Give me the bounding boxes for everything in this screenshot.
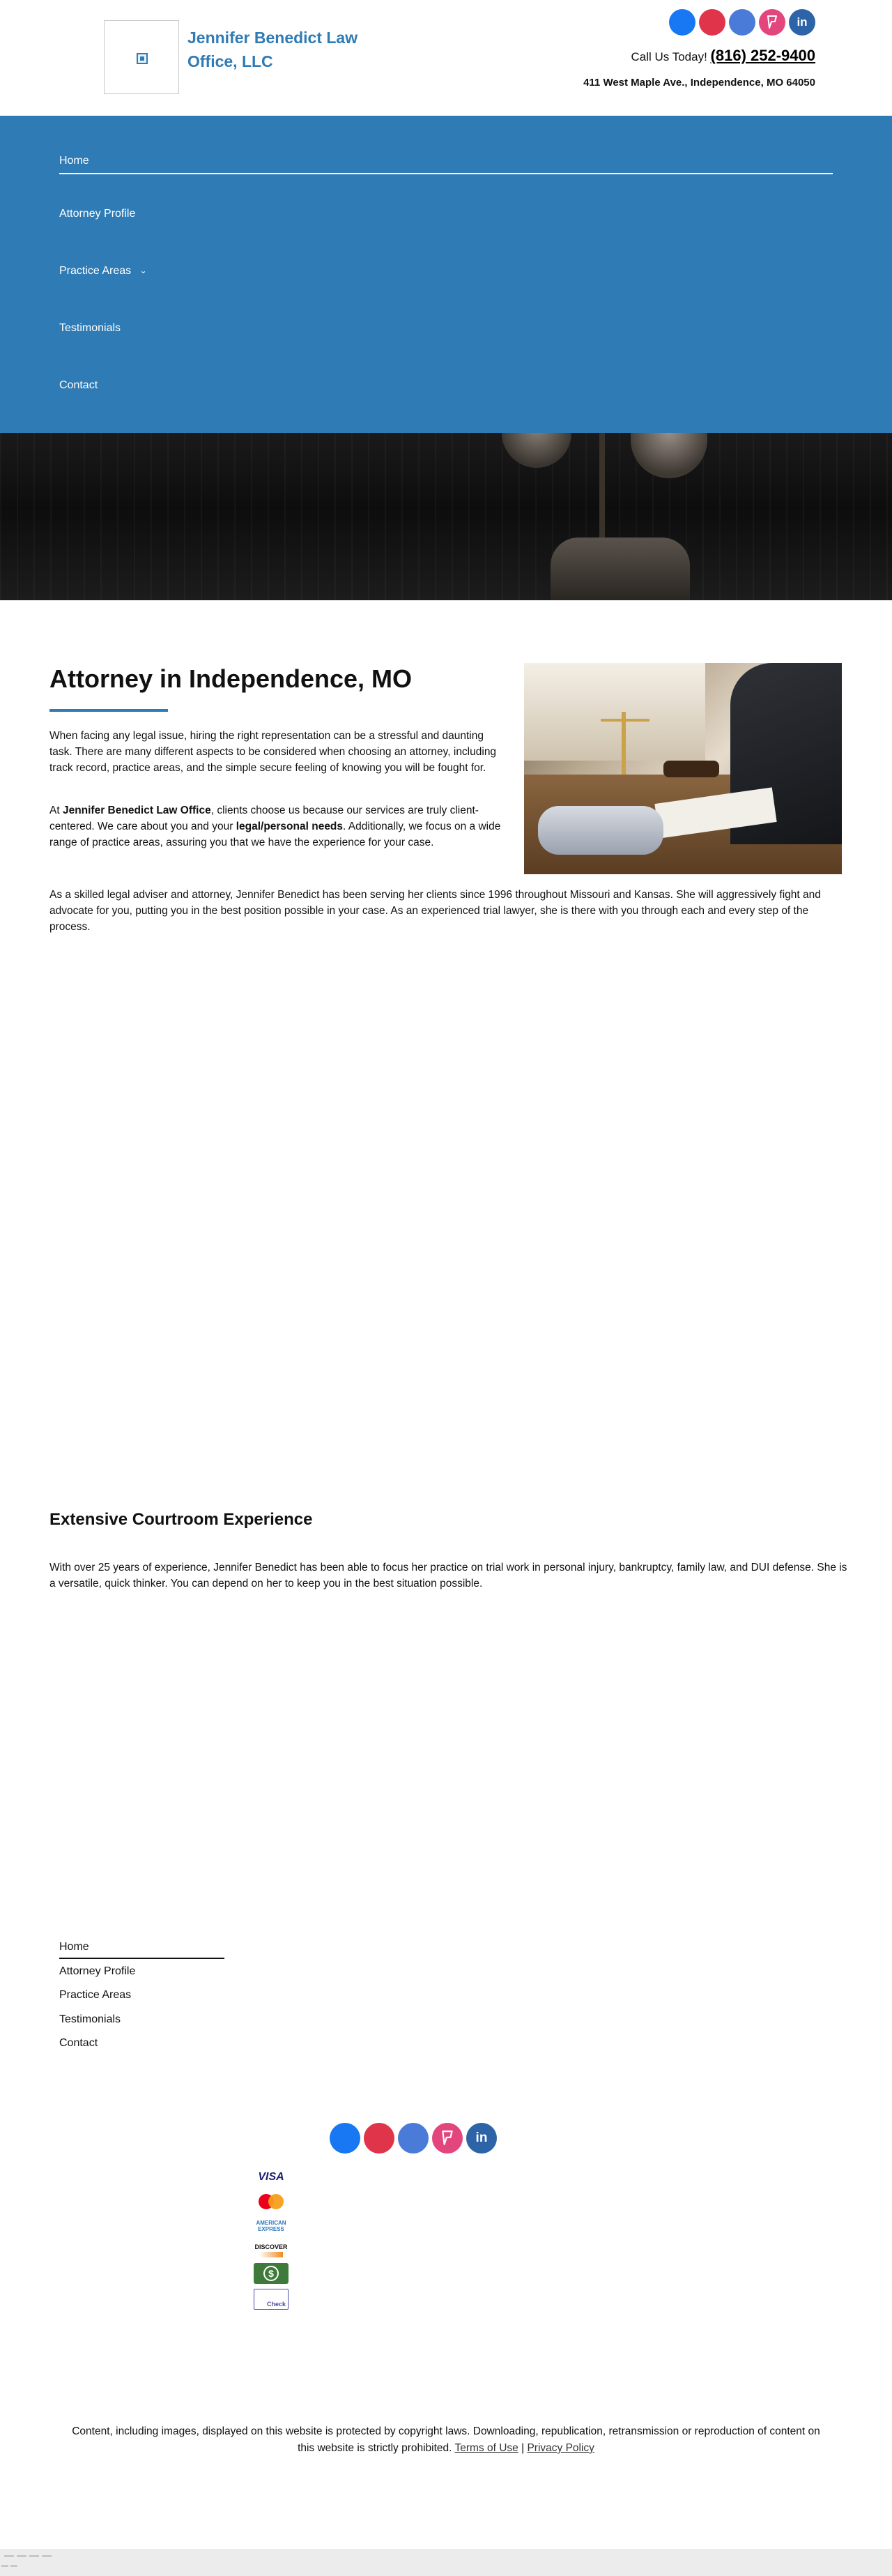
photo-sleeve (538, 806, 663, 855)
chevron-down-icon[interactable]: ⌄ (139, 266, 147, 275)
attorney-desk-photo (524, 663, 842, 874)
discover-icon (254, 2240, 289, 2261)
section-heading-courtroom: Extensive Courtroom Experience (49, 1510, 313, 1529)
text-segment: At (49, 805, 63, 816)
client-centered-paragraph (49, 802, 502, 851)
main-content (0, 600, 892, 1914)
call-label: Call Us Today! (631, 50, 707, 63)
phone-link[interactable]: (816) 252-9400 (710, 47, 815, 64)
photo-window (524, 663, 705, 761)
nav-item-label: Practice Areas (59, 265, 132, 277)
terms-of-use-link[interactable]: Terms of Use (454, 2442, 518, 2454)
logo-placeholder[interactable] (104, 20, 179, 94)
text-segment: , clients choose us because our services are truly client-centered. We care about you and your (49, 805, 479, 832)
hero-background (0, 433, 892, 600)
privacy-policy-link[interactable]: Privacy Policy (527, 2442, 594, 2454)
nav-item-home[interactable] (59, 155, 833, 174)
nav-item-label: Attorney Profile (59, 208, 136, 220)
intro-paragraph: When facing any legal issue, hiring the right representation can be a stressful and daunting task. There are many different aspects to be considered when choosing an attorney, including track record, practice areas, and the simple secure feeling of knowing you will be fought for. (49, 730, 497, 774)
firm-name[interactable]: Jennifer Benedict Law Office, LLC (187, 29, 358, 70)
nav-item-testimonials[interactable] (59, 322, 121, 335)
yelp-icon[interactable] (699, 9, 725, 36)
hero-banner (0, 433, 892, 600)
call-us-line (631, 47, 815, 65)
footer-nav-home[interactable]: Home (59, 1941, 224, 1959)
cash-symbol: $ (263, 2266, 279, 2281)
title-underline (49, 709, 168, 712)
broken-image-icon (137, 53, 148, 64)
footer-nav-testimonials[interactable]: Testimonials (59, 2013, 121, 2025)
footer-nav-contact[interactable]: Contact (59, 2037, 98, 2049)
page-title: Attorney in Independence, MO (49, 664, 413, 693)
footer-nav-attorney-profile[interactable]: Attorney Profile (59, 1965, 136, 1977)
google-icon[interactable] (729, 9, 755, 36)
office-address: 411 West Maple Ave., Independence, MO 64050 (583, 77, 815, 89)
footer-nav-practice-areas[interactable]: Practice Areas (59, 1989, 132, 2001)
legal-needs-bold: legal/personal needs (236, 821, 344, 832)
scales-of-justice-image (599, 433, 605, 544)
facebook-icon[interactable] (669, 9, 695, 36)
toolbar-placeholder-secondary (1, 2565, 17, 2567)
foursquare-icon[interactable] (759, 9, 785, 36)
copyright-text: Content, including images, displayed on this website is protected by copyright laws. Downloading, republication, retransmission or reproduction of content on this website is strictly prohibited. (72, 2425, 820, 2454)
nav-item-practice-areas[interactable] (59, 265, 147, 277)
gavel-icon (663, 761, 719, 777)
bottom-toolbar (0, 2549, 892, 2576)
header-social-links (669, 9, 815, 36)
toolbar-placeholder (4, 2555, 52, 2557)
facebook-icon[interactable] (330, 2123, 360, 2154)
link-separator: | (521, 2442, 525, 2454)
nav-item-attorney-profile[interactable] (59, 208, 135, 220)
scale-base (551, 538, 690, 600)
firm-name-bold: Jennifer Benedict Law Office (62, 805, 211, 816)
photo-scale-bar (601, 719, 649, 722)
copyright-notice (63, 2423, 829, 2457)
yelp-icon[interactable] (364, 2123, 394, 2154)
check-icon: Check (254, 2289, 289, 2310)
courtroom-paragraph: With over 25 years of experience, Jennifer Benedict has been able to focus her practice on trial work in personal injury, bankruptcy, family law, and DUI defense. She is a versatile, quick thinker. You can depend on her to keep you in the best situation possible. (49, 1562, 847, 1590)
amex-icon: AMERICAN EXPRESS (256, 2220, 286, 2232)
google-icon[interactable] (398, 2123, 429, 2154)
mastercard-icon (254, 2191, 289, 2212)
nav-item-label: Testimonials (59, 322, 121, 334)
footer-social-links (330, 2123, 497, 2154)
main-nav (0, 116, 892, 433)
nav-item-label: Home (59, 155, 89, 167)
linkedin-icon[interactable]: in (466, 2123, 497, 2154)
linkedin-icon[interactable]: in (789, 9, 815, 36)
experience-paragraph: As a skilled legal adviser and attorney, Jennifer Benedict has been serving her clients since 1996 throughout Missouri and Kansas. She will aggressively fight and advocate for you, putting you in the best position possible in your case. As an experienced trial lawyer, she is there with you through each and every step of the process. (49, 889, 821, 933)
visa-icon: VISA (258, 2171, 284, 2183)
text-segment: . Additionally, we focus on a wide range of practice areas, assuring you that we have the experience for your case. (49, 821, 501, 848)
discover-label: DISCOVER (254, 2243, 288, 2250)
site-header (0, 0, 892, 116)
nav-item-label: Contact (59, 379, 98, 391)
site-footer (0, 1914, 892, 2500)
nav-item-contact[interactable] (59, 379, 98, 392)
cash-icon (254, 2263, 289, 2284)
foursquare-icon[interactable] (432, 2123, 463, 2154)
